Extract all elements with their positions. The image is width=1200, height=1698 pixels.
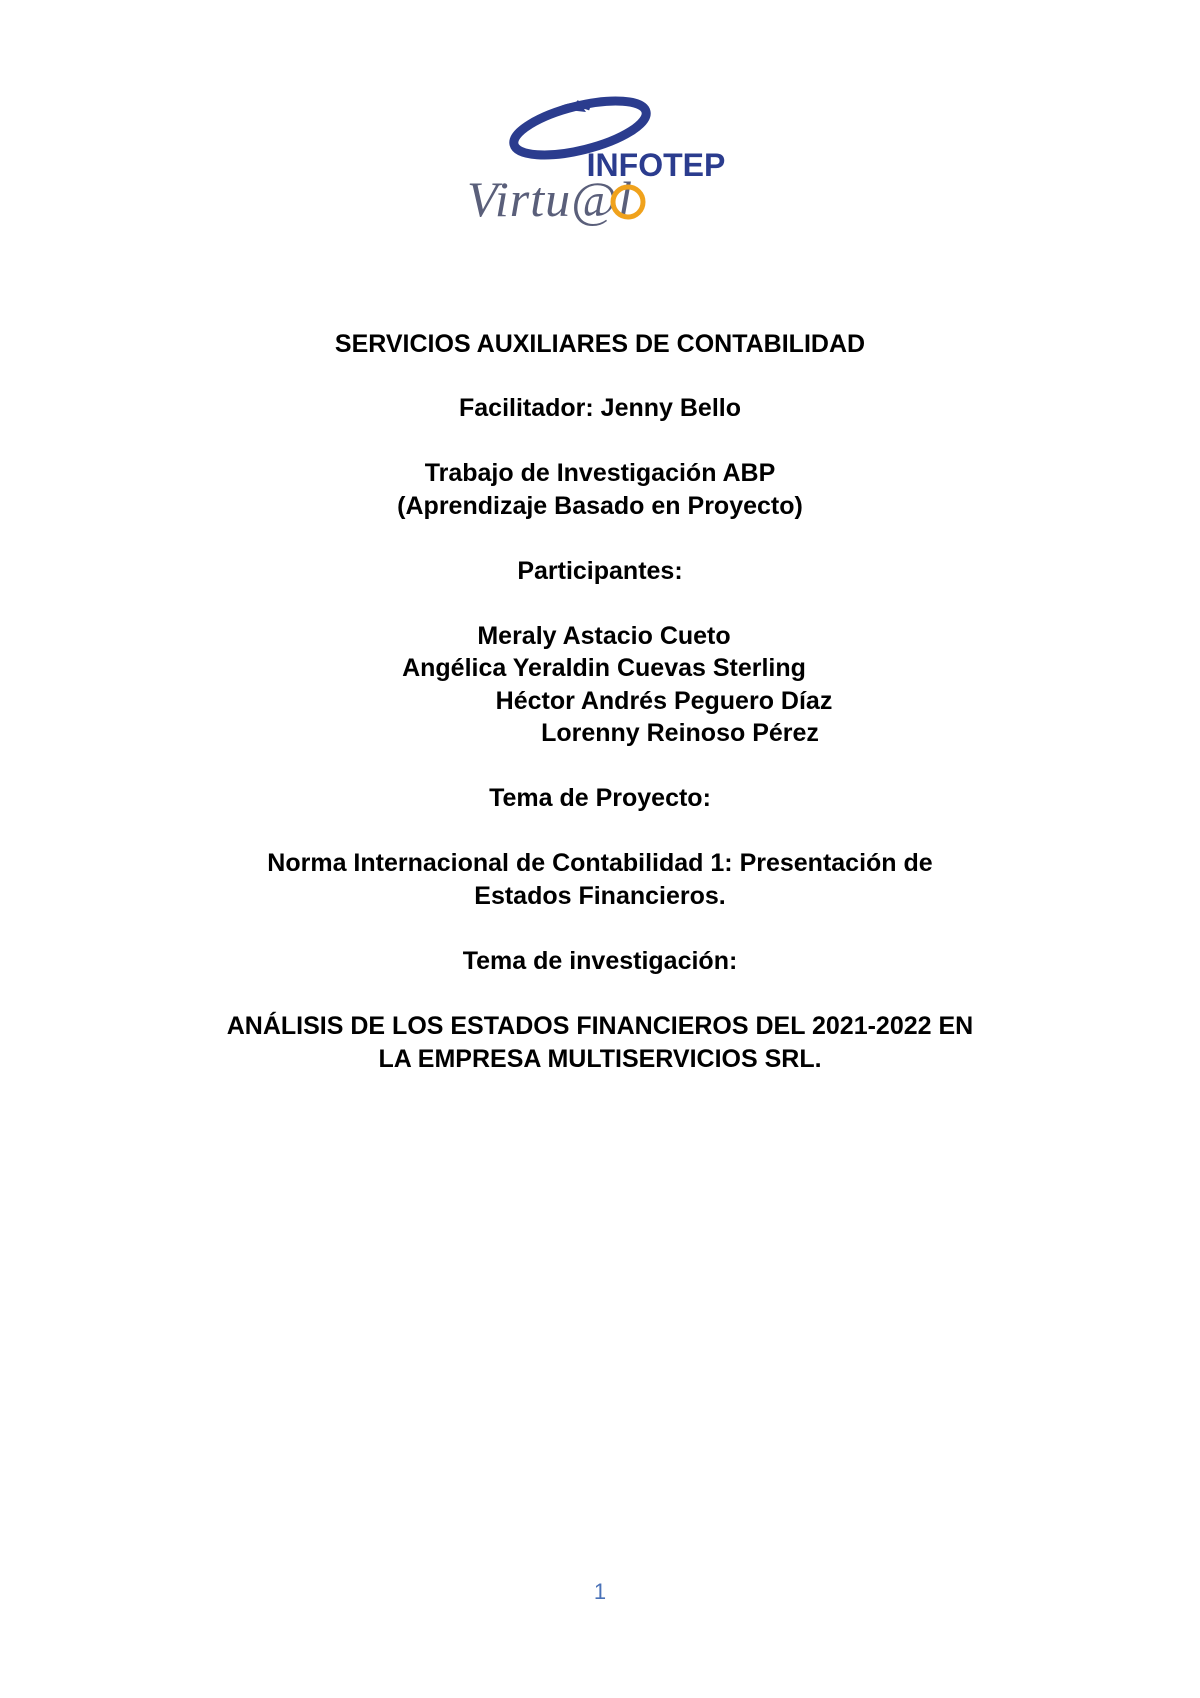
facilitator: Facilitador: Jenny Bello [458,394,741,422]
infotep-virtual-logo [430,88,730,238]
project-topic-line-2: Estados Financieros. [474,882,726,910]
research-topic-line-1: ANÁLISIS DE LOS ESTADOS FINANCIEROS DEL 2021-2022 EN [226,1012,974,1040]
participant-4: Lorenny Reinoso Pérez [541,719,819,747]
course-title: SERVICIOS AUXILIARES DE CONTABILIDAD [334,330,866,358]
page-number: 1 [593,1579,607,1604]
project-topic-label: Tema de Proyecto: [489,784,711,812]
participants-label: Participantes: [517,557,683,585]
research-topic-line-2: LA EMPRESA MULTISERVICIOS SRL. [378,1045,822,1073]
participant-3: Héctor Andrés Peguero Díaz [495,687,833,715]
work-type-line-2: (Aprendizaje Basado en Proyecto) [397,492,803,520]
work-type-line-1: Trabajo de Investigación ABP [424,459,776,487]
research-topic-label: Tema de investigación: [462,947,738,975]
project-topic-line-1: Norma Internacional de Contabilidad 1: Presentación de [267,849,933,877]
logo-virtual-text: Virtu@l [467,171,633,227]
logo-infotep-text: INFOTEP [586,147,726,183]
participant-1: Meraly Astacio Cueto [477,622,731,650]
participant-2: Angélica Yeraldin Cuevas Sterling [402,654,806,682]
